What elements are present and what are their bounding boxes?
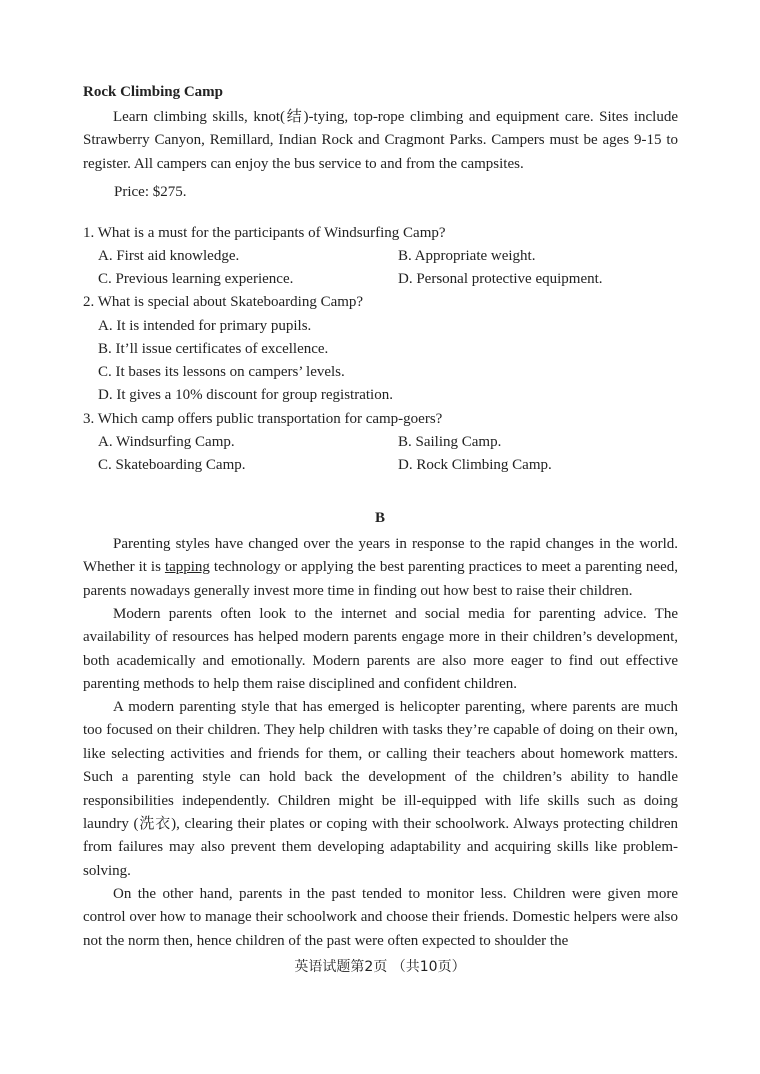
question-3-option-b[interactable]: B. Sailing Camp.: [398, 434, 502, 450]
page-footer: 英语试题第2页 （共10页）: [294, 959, 466, 975]
section-b-heading: B: [374, 510, 385, 526]
underlined-word-tapping: tapping: [164, 559, 210, 576]
question-1-option-a[interactable]: A. First aid knowledge.: [98, 248, 240, 264]
paragraph-1-text-end: technology or applying the best parenting practices to meet a parenting need, parents nowadays generally invest more time in finding out how best to raise their children.: [83, 559, 678, 599]
question-1-option-c[interactable]: C. Previous learning experience.: [98, 271, 294, 287]
camp-title: Rock Climbing Camp: [83, 84, 224, 100]
question-3-stem: 3. Which camp offers public transportation for camp-goers?: [83, 411, 443, 427]
paragraph-1-text-start: Parenting styles have changed over the years in response to the rapid changes in the world. Whether it is: [83, 536, 678, 576]
question-3-option-a[interactable]: A. Windsurfing Camp.: [98, 434, 235, 450]
camp-description: Learn climbing skills, knot(结)-tying, top-rope climbing and equipment care. Sites include Strawberry Canyon, Remillard, Indian Rock and Cragmont Parks. Campers must be ages 9-15 to register. All campers can enjoy the bus service to and from the campsites.: [83, 109, 678, 172]
camp-price: Price: $275.: [114, 184, 187, 200]
question-3-option-d[interactable]: D. Rock Climbing Camp.: [398, 457, 552, 473]
question-2-option-b[interactable]: B. It’ll issue certificates of excellence.: [98, 341, 329, 357]
passage-paragraph-3: A modern parenting style that has emerged is helicopter parenting, where parents are much too focused on their children. They help children with tasks they’re capable of doing on their own, like selecting activities and friends for them, or calling their teachers about homework matters. Such a parenting style can hold back the development of the children’s ability to handle responsibilities independently. Children might be ill-equipped with life skills such as doing laundry (洗衣), clearing their plates or coping with their schoolwork. Always protecting children from failures may also prevent them developing adaptability and acquiring skills like problem-solving.: [83, 699, 678, 879]
question-1-option-d[interactable]: D. Personal protective equipment.: [398, 271, 603, 287]
passage-paragraph-2: Modern parents often look to the internet and social media for parenting advice. The availability of resources has helped modern parents engage more in their children’s development, both academically and emotionally. Modern parents are also more eager to find out effective parenting methods to help them raise disciplined and confident children.: [83, 606, 678, 693]
question-1-stem: 1. What is a must for the participants of Windsurfing Camp?: [83, 225, 446, 241]
question-1-option-b[interactable]: B. Appropriate weight.: [398, 248, 536, 264]
passage-paragraph-1: [83, 533, 678, 603]
question-2-option-a[interactable]: A. It is intended for primary pupils.: [98, 318, 312, 334]
question-2-option-d[interactable]: D. It gives a 10% discount for group registration.: [98, 387, 393, 403]
question-2-stem: 2. What is special about Skateboarding Camp?: [83, 294, 364, 310]
question-2-option-c[interactable]: C. It bases its lessons on campers’ levels.: [98, 364, 345, 380]
question-3-option-c[interactable]: C. Skateboarding Camp.: [98, 457, 246, 473]
passage-paragraph-4: On the other hand, parents in the past tended to monitor less. Children were given more control over how to manage their schoolwork and choose their friends. Domestic helpers were also not the norm then, hence children of the past were often expected to shoulder the: [83, 886, 678, 949]
